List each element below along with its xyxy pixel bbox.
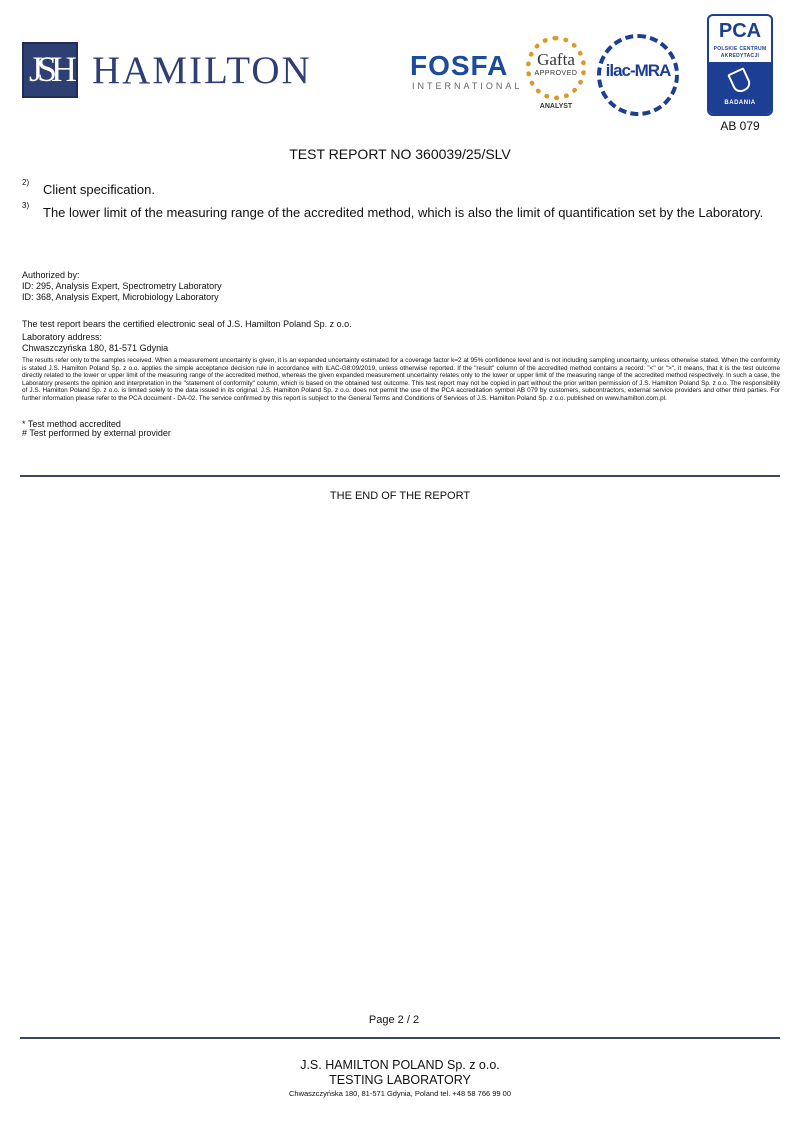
footer-lab: TESTING LABORATORY (329, 1073, 471, 1087)
pca-wordmark: PCA (718, 20, 762, 42)
section-divider (20, 475, 780, 477)
footer-divider (20, 1037, 780, 1039)
footnote-text: Client specification. (43, 182, 155, 197)
footnote-mark: 2) (22, 178, 30, 187)
laboratory-address-label: Laboratory address: (22, 332, 103, 342)
accredited-method-note: * Test method accredited (22, 419, 121, 429)
footnote-mark: 3) (22, 201, 30, 210)
gafta-wordmark: Gafta (537, 50, 575, 69)
footnote-text: The lower limit of the measuring range of the accredited method, which is also the limit of quantification set by the Laboratory. (43, 205, 764, 220)
pca-badania: BADANIA (724, 100, 756, 106)
fosfa-wordmark: FOSFA (410, 50, 509, 81)
end-of-report: THE END OF THE REPORT (329, 490, 471, 502)
authorized-by-label: Authorized by: (22, 270, 80, 280)
pca-logo (707, 14, 773, 116)
accreditation-number: AB 079 (720, 119, 760, 133)
hamilton-logo (22, 42, 322, 102)
gafta-approved: APPROVED (534, 70, 578, 77)
pca-line2: AKREDYTACJI (720, 53, 760, 59)
hamilton-monogram (22, 42, 78, 98)
hamilton-wordmark: HAMILTON (92, 49, 312, 92)
footer-address: Chwaszczyńska 180, 81-571 Gdynia, Poland tel. +48 58 766 99 00 (288, 1089, 512, 1098)
ilac-wordmark: ilac-MRA (605, 61, 671, 80)
disclaimer-text: The results refer only to the samples received. When a measurement uncertainty is given, it is an expanded uncertainty estimated for a coverage factor k=2 at 95% confidence level and is not including sampling uncertainty, unless otherwise stated. When the conformity is stated J.S. Hamilton Poland Sp. z o.o. applies the simple acceptance decision rule in accordance with ILAC-G8:09/2019, unless otherwise reported. If the "result" column of the accredited method contains a record: "<" or ">", it means, that it is the test outcome directly related to the lower or upper limit of the measuring range of the accredited method, whereas the given expanded measurement uncertainty relates only to the lower or upper limit of the measuring range of the accredited method respectively. In such a case, the Laboratory presents the opinion and interpretation in the "statement of conformity" column, which is based on the obtained test outcome. This test report may not be copied in part without the prior written permission of J.S. Hamilton Poland Sp. z o.o. The responsibility of J.S. Hamilton Poland Sp. z o.o. is limited solely to the data issued in its original. J.S. Hamilton Poland Sp. z o.o. does not permit the use of the PCA accreditation symbol AB 079 by customers, subcontractors, external service providers and other third parties. For further information please refer to the PCA document - DA-02. The service confirmed by this report is subject to the General Terms and Conditions of Services of J.S. Hamilton Poland Sp. z o.o. published on www.hamilton.com.pl. (22, 357, 780, 402)
ilac-mra-logo (597, 34, 679, 116)
authorizer-1: ID: 295, Analysis Expert, Spectrometry Laboratory (22, 281, 222, 291)
gafta-analyst: ANALYST (539, 103, 573, 110)
fosfa-logo (410, 50, 523, 95)
pca-line1: POLSKIE CENTRUM (713, 46, 767, 52)
fosfa-subtitle: INTERNATIONAL (412, 81, 523, 91)
footer-company: J.S. HAMILTON POLAND Sp. z o.o. (300, 1058, 500, 1072)
flask-icon (727, 67, 753, 95)
laboratory-address: Chwaszczyńska 180, 81-571 Gdynia (22, 343, 169, 353)
page-number: Page 2 / 2 (368, 1014, 420, 1026)
hamilton-monogram-text: JSH (29, 49, 72, 89)
pca-badge-panel (709, 62, 771, 114)
electronic-seal-note: The test report bears the certified electronic seal of J.S. Hamilton Poland Sp. z o.o. (22, 319, 352, 329)
authorizer-2: ID: 368, Analysis Expert, Microbiology Laboratory (22, 292, 219, 302)
external-provider-note: # Test performed by external provider (22, 428, 171, 438)
report-title: TEST REPORT NO 360039/25/SLV (289, 146, 511, 162)
gafta-logo (522, 36, 590, 114)
